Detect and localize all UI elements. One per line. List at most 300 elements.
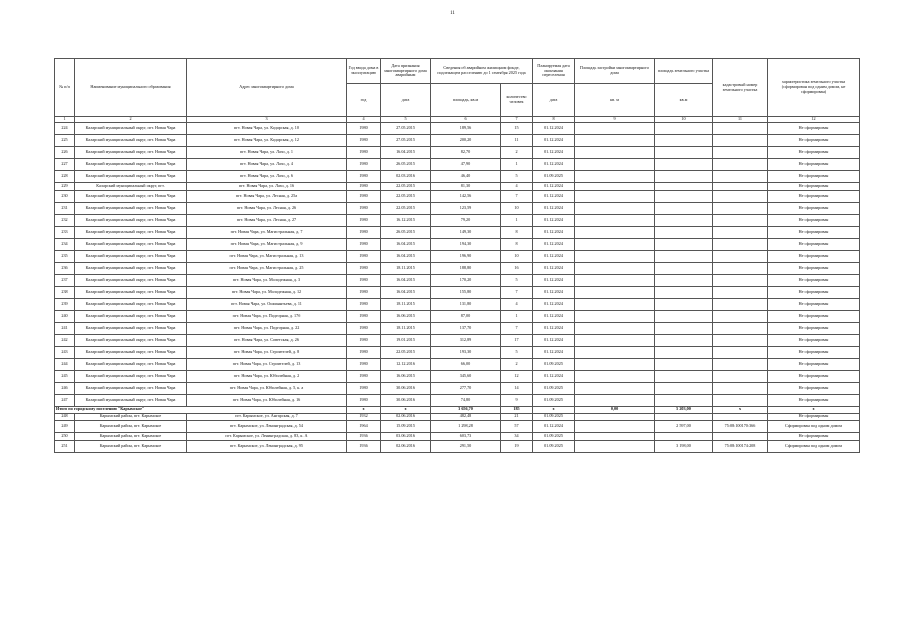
characteristic-cell: Не сформирован — [768, 250, 860, 262]
municipality-cell: Каларский муниципальный округ, пгт. — [75, 183, 187, 191]
column-number: 6 — [431, 117, 501, 123]
date-cell: 16.12.2015 — [381, 214, 431, 226]
date-cell: 30.06.2016 — [381, 394, 431, 406]
municipality-cell: Карымский район, пгт. Карымское — [75, 440, 187, 452]
people-cell: 7 — [501, 190, 533, 202]
land-area-cell — [655, 147, 713, 159]
row-number: 238 — [55, 286, 75, 298]
land-area-cell — [655, 214, 713, 226]
characteristic-cell: Не сформирован — [768, 238, 860, 250]
area-cell: 1 298,28 — [431, 421, 501, 433]
date-cell: 16.04.2015 — [381, 238, 431, 250]
subheader-area: площадь, кв.м — [431, 84, 501, 117]
municipality-cell: Каларский муниципальный округ, пгт. Новая Чара — [75, 322, 187, 334]
cadastral-cell — [713, 171, 768, 183]
date-cell: 03.06.2016 — [381, 433, 431, 441]
built-area-cell — [575, 123, 655, 135]
date-cell: 22.05.2015 — [381, 202, 431, 214]
table-row — [55, 370, 860, 382]
header-year-built: Год ввода дома в эксплуатацию — [347, 59, 381, 84]
people-cell: 1 — [501, 159, 533, 171]
built-area-cell — [575, 346, 655, 358]
address-cell: пгт. Новая Чара, ул. Молодежная, д. 12 — [187, 286, 347, 298]
year-cell: 1980 — [347, 334, 381, 346]
row-number: 226 — [55, 147, 75, 159]
people-cell: 5 — [501, 346, 533, 358]
address-cell: пгт. Новая Чара, ул. Кодарская, д. 10 — [187, 123, 347, 135]
people-cell: 9 — [501, 394, 533, 406]
column-number: 12 — [768, 117, 860, 123]
built-area-cell — [575, 250, 655, 262]
municipality-cell: Каларский муниципальный округ, пгт. Новая Чара — [75, 334, 187, 346]
planned-date-cell: 01.12.2024 — [533, 159, 575, 171]
table-row — [55, 190, 860, 202]
land-area-cell — [655, 250, 713, 262]
address-cell: пгт. Новая Чара, ул. Лесная, д. 25а — [187, 190, 347, 202]
row-number: 242 — [55, 334, 75, 346]
characteristic-cell: Не сформирован — [768, 214, 860, 226]
municipality-cell: Каларский муниципальный округ, пгт. Новая Чара — [75, 159, 187, 171]
table-row — [55, 394, 860, 406]
table-row — [55, 310, 860, 322]
land-area-cell — [655, 190, 713, 202]
table-row — [55, 262, 860, 274]
row-number: 249 — [55, 421, 75, 433]
area-cell: 291,50 — [431, 440, 501, 452]
planned-date-cell: 01.12.2024 — [533, 421, 575, 433]
people-cell: 5 — [501, 274, 533, 286]
built-area-cell — [575, 334, 655, 346]
year-cell: 1980 — [347, 159, 381, 171]
people-cell: 11 — [501, 135, 533, 147]
date-cell: 22.05.2015 — [381, 183, 431, 191]
year-cell: 1980 — [347, 274, 381, 286]
page-number: 11 — [450, 11, 455, 16]
land-area-cell — [655, 298, 713, 310]
header-built-area: Площадь застройки многоквартирного дома — [575, 59, 655, 84]
municipality-cell: Каларский муниципальный округ, пгт. Новая Чара — [75, 370, 187, 382]
characteristic-cell: Не сформирован — [768, 147, 860, 159]
total-built-cell: 0,00 — [575, 406, 655, 413]
total-row — [55, 406, 860, 413]
table-row — [55, 334, 860, 346]
table-row — [55, 298, 860, 310]
header-cadastral: кадастровый номер земельного участка — [713, 59, 768, 117]
cadastral-cell — [713, 190, 768, 202]
planned-date-cell: 01.09.2025 — [533, 440, 575, 452]
row-number: 224 — [55, 123, 75, 135]
planned-date-cell: 01.12.2024 — [533, 286, 575, 298]
row-number: 240 — [55, 310, 75, 322]
municipality-cell: Каларский муниципальный округ, пгт. Новая Чара — [75, 226, 187, 238]
planned-date-cell: 01.12.2024 — [533, 322, 575, 334]
address-cell: пгт. Новая Чара, ул. Подгорная, д. 22 — [187, 322, 347, 334]
cadastral-cell: 75:08:100170:366 — [713, 421, 768, 433]
characteristic-cell: Не сформирован — [768, 171, 860, 183]
cadastral-cell — [713, 123, 768, 135]
municipality-cell: Каларский муниципальный округ, пгт. Новая Чара — [75, 171, 187, 183]
people-cell: 10 — [501, 250, 533, 262]
date-cell: 02.03.2016 — [381, 171, 431, 183]
year-cell: 1980 — [347, 382, 381, 394]
row-number: 246 — [55, 382, 75, 394]
land-area-cell — [655, 171, 713, 183]
subheader-sqm2: кв.м — [655, 84, 713, 117]
built-area-cell — [575, 286, 655, 298]
cadastral-cell — [713, 202, 768, 214]
area-cell: 79,20 — [431, 214, 501, 226]
address-cell: пгт. Новая Чара, ул. Советская, д. 26 — [187, 334, 347, 346]
built-area-cell — [575, 183, 655, 191]
total-land-cell: 5 203,00 — [655, 406, 713, 413]
address-cell: пгт. Новая Чара, ул. Молодежная, д. 3 — [187, 274, 347, 286]
planned-date-cell: 01.09.2025 — [533, 382, 575, 394]
built-area-cell — [575, 190, 655, 202]
table-row — [55, 202, 860, 214]
address-cell: пгт. Новая Чара, ул. Кодарская, д. 12 — [187, 135, 347, 147]
municipality-cell: Каларский муниципальный округ, пгт. Новая Чара — [75, 310, 187, 322]
row-number: 227 — [55, 159, 75, 171]
land-area-cell: 3 198,00 — [655, 440, 713, 452]
municipality-cell: Каларский муниципальный округ, пгт. Новая Чара — [75, 382, 187, 394]
people-cell: 57 — [501, 421, 533, 433]
people-cell: 1 — [501, 310, 533, 322]
table-row — [55, 147, 860, 159]
people-cell: 10 — [501, 202, 533, 214]
characteristic-cell: Не сформирован — [768, 370, 860, 382]
area-cell: 82,70 — [431, 147, 501, 159]
characteristic-cell: Не сформирован — [768, 433, 860, 441]
total-label: Итого по городскому поселению "Карымское" — [55, 406, 347, 413]
cadastral-cell — [713, 346, 768, 358]
built-area-cell — [575, 440, 655, 452]
header-date-emergency: Дата признания многоквартирного дома аварийным — [381, 59, 431, 84]
land-area-cell — [655, 370, 713, 382]
address-cell: пгт. Новая Чара, ул. Магистральная, д. 7 — [187, 226, 347, 238]
header-emergency-fund: Сведения об аварийном жилищном фонде, подлежащем расселению до 1 сентября 2025 года — [431, 59, 533, 84]
total-cad-cell: x — [713, 406, 768, 413]
cadastral-cell — [713, 382, 768, 394]
area-cell: 46,40 — [431, 171, 501, 183]
table-row — [55, 226, 860, 238]
area-cell: 189,56 — [431, 123, 501, 135]
characteristic-cell: Не сформирован — [768, 322, 860, 334]
total-plan-cell: x — [533, 406, 575, 413]
row-number: 245 — [55, 370, 75, 382]
year-cell: 1980 — [347, 250, 381, 262]
subheader-sqm: кв. м — [575, 84, 655, 117]
characteristic-cell: Не сформирован — [768, 382, 860, 394]
column-number: 3 — [187, 117, 347, 123]
row-number: 236 — [55, 262, 75, 274]
date-cell: 16.04.2015 — [381, 147, 431, 159]
area-cell: 142,56 — [431, 190, 501, 202]
planned-date-cell: 01.09.2025 — [533, 433, 575, 441]
column-number: 5 — [381, 117, 431, 123]
built-area-cell — [575, 214, 655, 226]
planned-date-cell: 01.12.2024 — [533, 370, 575, 382]
characteristic-cell: Не сформирован — [768, 135, 860, 147]
planned-date-cell: 01.12.2024 — [533, 226, 575, 238]
date-cell: 02.06.2016 — [381, 413, 431, 421]
municipality-cell: Каларский муниципальный округ, пгт. Новая Чара — [75, 346, 187, 358]
planned-date-cell: 01.09.2025 — [533, 171, 575, 183]
land-area-cell — [655, 159, 713, 171]
municipality-cell: Каларский муниципальный округ, пгт. Новая Чара — [75, 358, 187, 370]
row-number: 244 — [55, 358, 75, 370]
row-number: 250 — [55, 433, 75, 441]
land-area-cell — [655, 346, 713, 358]
built-area-cell — [575, 394, 655, 406]
year-cell: 1980 — [347, 298, 381, 310]
built-area-cell — [575, 226, 655, 238]
column-number: 7 — [501, 117, 533, 123]
total-chr-cell: x — [768, 406, 860, 413]
people-cell: 8 — [501, 238, 533, 250]
column-number: 8 — [533, 117, 575, 123]
row-number: 247 — [55, 394, 75, 406]
year-cell: 1980 — [347, 123, 381, 135]
row-number: 237 — [55, 274, 75, 286]
date-cell: 22.05.2015 — [381, 190, 431, 202]
subheader-date2: дата — [533, 84, 575, 117]
table-row — [55, 413, 860, 421]
total-area-cell: 3 656,70 — [431, 406, 501, 413]
date-cell: 15.09.2015 — [381, 421, 431, 433]
municipality-cell: Каларский муниципальный округ, пгт. Новая Чара — [75, 274, 187, 286]
area-cell: 87,00 — [431, 310, 501, 322]
year-cell: 1980 — [347, 183, 381, 191]
people-cell: 2 — [501, 147, 533, 159]
people-cell: 16 — [501, 262, 533, 274]
year-cell: 1980 — [347, 310, 381, 322]
date-cell: 26.05.2015 — [381, 226, 431, 238]
area-cell: 131,80 — [431, 298, 501, 310]
table-row — [55, 346, 860, 358]
built-area-cell — [575, 310, 655, 322]
characteristic-cell: Не сформирован — [768, 413, 860, 421]
built-area-cell — [575, 382, 655, 394]
year-cell: 1936 — [347, 433, 381, 441]
year-cell: 1980 — [347, 370, 381, 382]
built-area-cell — [575, 433, 655, 441]
address-cell: пгт. Новая Чара, ул. Юбилейная, д. 16 — [187, 394, 347, 406]
table-row — [55, 171, 860, 183]
characteristic-cell: Не сформирован — [768, 262, 860, 274]
row-number: 233 — [55, 226, 75, 238]
year-cell: 1980 — [347, 214, 381, 226]
total-ppl-cell: 185 — [501, 406, 533, 413]
table-row — [55, 123, 860, 135]
header-no: № п/п — [55, 59, 75, 117]
subheader-year: год — [347, 84, 381, 117]
built-area-cell — [575, 358, 655, 370]
area-cell: 81,30 — [431, 183, 501, 191]
year-cell: 1980 — [347, 226, 381, 238]
planned-date-cell: 01.12.2024 — [533, 298, 575, 310]
area-cell: 74,80 — [431, 394, 501, 406]
cadastral-cell — [713, 214, 768, 226]
header-row — [55, 59, 860, 84]
date-cell: 18.11.2015 — [381, 262, 431, 274]
built-area-cell — [575, 171, 655, 183]
cadastral-cell — [713, 159, 768, 171]
planned-date-cell: 01.12.2024 — [533, 262, 575, 274]
year-cell: 1980 — [347, 190, 381, 202]
address-cell: пгт. Карымское, ул. Ангарская, д. 7 — [187, 413, 347, 421]
cadastral-cell — [713, 135, 768, 147]
year-cell: 1980 — [347, 202, 381, 214]
address-cell: пгт. Новая Чара, ул. Лесная, д. 27 — [187, 214, 347, 226]
municipality-cell: Каларский муниципальный округ, пгт. Новая Чара — [75, 135, 187, 147]
cadastral-cell — [713, 226, 768, 238]
row-number: 232 — [55, 214, 75, 226]
date-cell: 19.01.2015 — [381, 334, 431, 346]
table-row — [55, 358, 860, 370]
address-cell: пгт. Новая Чара, ул. Юбилейная, д. 5, к. а — [187, 382, 347, 394]
row-number: 248 — [55, 413, 75, 421]
row-number: 251 — [55, 440, 75, 452]
planned-date-cell: 01.12.2024 — [533, 183, 575, 191]
characteristic-cell: Не сформирован — [768, 190, 860, 202]
date-cell: 22.05.2015 — [381, 346, 431, 358]
table-row — [55, 135, 860, 147]
characteristic-cell: Не сформирован — [768, 394, 860, 406]
address-cell: пгт. Новая Чара, ул. Юбилейная, д. 2 — [187, 370, 347, 382]
built-area-cell — [575, 238, 655, 250]
address-cell: пгт. Новая Чара, ул. Ошианнтьева, д. 11 — [187, 298, 347, 310]
subheader-people: количество человек — [501, 84, 533, 117]
people-cell: 4 — [501, 183, 533, 191]
planned-date-cell: 01.12.2024 — [533, 274, 575, 286]
people-cell: 14 — [501, 382, 533, 394]
municipality-cell: Каларский муниципальный округ, пгт. Новая Чара — [75, 202, 187, 214]
planned-date-cell: 01.12.2024 — [533, 250, 575, 262]
planned-date-cell: 01.12.2024 — [533, 310, 575, 322]
municipality-cell: Карымский район, пгт. Карымское — [75, 413, 187, 421]
date-cell: 18.11.2015 — [381, 298, 431, 310]
built-area-cell — [575, 370, 655, 382]
area-cell: 137,70 — [431, 322, 501, 334]
people-cell: 5 — [501, 171, 533, 183]
area-cell: 194,30 — [431, 238, 501, 250]
table-row — [55, 433, 860, 441]
row-number: 239 — [55, 298, 75, 310]
planned-date-cell: 01.12.2024 — [533, 135, 575, 147]
address-cell: пгт. Карымское, ул. Ленинградская, д. 54 — [187, 421, 347, 433]
cadastral-cell — [713, 298, 768, 310]
table-row — [55, 421, 860, 433]
address-cell: пгт. Новая Чара, ул. Лазо, д. 6 — [187, 171, 347, 183]
people-cell: 7 — [501, 286, 533, 298]
year-cell: 1980 — [347, 394, 381, 406]
municipality-cell: Каларский муниципальный округ, пгт. Новая Чара — [75, 123, 187, 135]
land-area-cell — [655, 135, 713, 147]
area-cell: 312,89 — [431, 334, 501, 346]
land-area-cell — [655, 238, 713, 250]
area-cell: 193,30 — [431, 346, 501, 358]
row-number: 225 — [55, 135, 75, 147]
area-cell: 123,59 — [431, 202, 501, 214]
characteristic-cell: Не сформирован — [768, 310, 860, 322]
land-area-cell — [655, 382, 713, 394]
address-cell: пгт. Новая Чара, ул. Строителей, д. 8 — [187, 346, 347, 358]
year-cell: 1980 — [347, 286, 381, 298]
people-cell: 8 — [501, 226, 533, 238]
people-cell: 7 — [501, 322, 533, 334]
characteristic-cell: Не сформирован — [768, 334, 860, 346]
characteristic-cell: Не сформирован — [768, 298, 860, 310]
area-cell: 482,48 — [431, 413, 501, 421]
year-cell: 1980 — [347, 135, 381, 147]
municipality-cell: Каларский муниципальный округ, пгт. Новая Чара — [75, 147, 187, 159]
year-cell: 1980 — [347, 147, 381, 159]
year-cell: 1980 — [347, 358, 381, 370]
municipality-cell: Карымский район, пгт. Карымское — [75, 433, 187, 441]
planned-date-cell: 01.12.2024 — [533, 238, 575, 250]
characteristic-cell: Не сформирован — [768, 183, 860, 191]
municipality-cell: Каларский муниципальный округ, пгт. Новая Чара — [75, 298, 187, 310]
date-cell: 16.04.2015 — [381, 286, 431, 298]
address-cell: пгт. Новая Чара, ул. Лазо, д. 1 — [187, 147, 347, 159]
table-row — [55, 274, 860, 286]
characteristic-cell: Не сформирован — [768, 159, 860, 171]
municipality-cell: Каларский муниципальный округ, пгт. Новая Чара — [75, 214, 187, 226]
area-cell: 603,73 — [431, 433, 501, 441]
area-cell: 155,80 — [431, 286, 501, 298]
cadastral-cell — [713, 413, 768, 421]
people-cell: 17 — [501, 334, 533, 346]
characteristic-cell: Не сформирован — [768, 346, 860, 358]
municipality-cell: Каларский муниципальный округ, пгт. Новая Чара — [75, 286, 187, 298]
year-cell: 1980 — [347, 238, 381, 250]
year-cell: 1980 — [347, 322, 381, 334]
address-cell: пгт. Карымское, ул. Ленинградская, д. 95 — [187, 440, 347, 452]
table-body — [55, 123, 860, 453]
area-cell: 277,70 — [431, 382, 501, 394]
land-area-cell — [655, 413, 713, 421]
planned-date-cell: 01.09.2025 — [533, 358, 575, 370]
land-area-cell — [655, 358, 713, 370]
land-area-cell — [655, 226, 713, 238]
people-cell: 21 — [501, 413, 533, 421]
table-row — [55, 322, 860, 334]
address-cell: пгт. Новая Чара, ул. Магистральная, д. 25 — [187, 262, 347, 274]
municipality-cell: Каларский муниципальный округ, пгт. Новая Чара — [75, 262, 187, 274]
built-area-cell — [575, 298, 655, 310]
cadastral-cell — [713, 286, 768, 298]
date-cell: 12.12.2016 — [381, 358, 431, 370]
date-cell: 16.04.2015 — [381, 250, 431, 262]
people-cell: 15 — [501, 123, 533, 135]
cadastral-cell — [713, 334, 768, 346]
land-area-cell — [655, 334, 713, 346]
built-area-cell — [575, 413, 655, 421]
municipality-cell: Каларский муниципальный округ, пгт. Новая Чара — [75, 394, 187, 406]
area-cell: 188,80 — [431, 262, 501, 274]
header-characteristic: характеристика земельного участка (сформирован под одним домом, не сформирован) — [768, 59, 860, 117]
cadastral-cell — [713, 433, 768, 441]
area-cell: 200,20 — [431, 135, 501, 147]
column-number: 11 — [713, 117, 768, 123]
year-cell: 1980 — [347, 346, 381, 358]
address-cell: пгт. Новая Чара, ул. Лазо, д. 4 — [187, 159, 347, 171]
people-cell: 4 — [501, 298, 533, 310]
land-area-cell: 2 597,00 — [655, 421, 713, 433]
row-number: 229 — [55, 183, 75, 191]
header-municipality: Наименование муниципального образования — [75, 59, 187, 117]
table-row — [55, 238, 860, 250]
